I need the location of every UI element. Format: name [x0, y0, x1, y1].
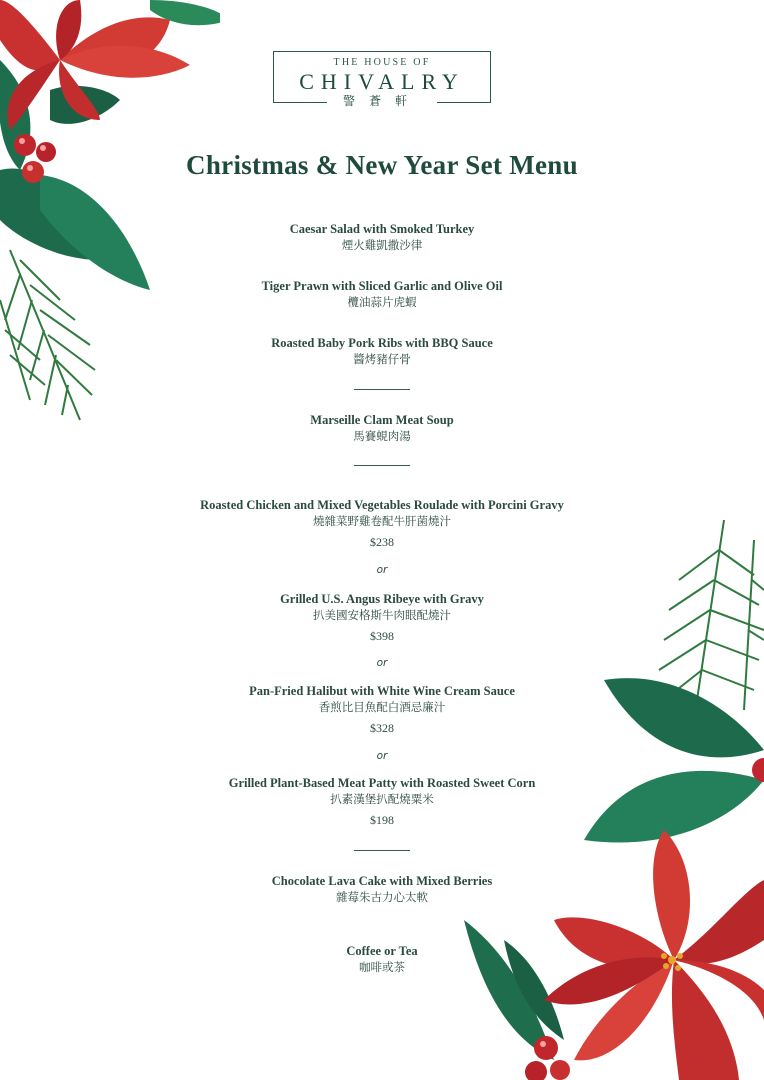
- dish-name-en: Roasted Chicken and Mixed Vegetables Roulade with Porcini Gravy: [200, 498, 564, 512]
- menu-item-soup: [0, 412, 764, 444]
- menu-item-main-2: [0, 591, 764, 644]
- dish-name-en: Grilled U.S. Angus Ribeye with Gravy: [280, 592, 484, 606]
- menu-item-drink: [0, 943, 764, 975]
- section-divider: [354, 465, 410, 466]
- dish-price: $198: [370, 813, 394, 827]
- section-divider: [354, 389, 410, 390]
- dish-name-en: Tiger Prawn with Sliced Garlic and Olive Oil: [261, 279, 503, 293]
- dish-name-en: Coffee or Tea: [346, 944, 418, 958]
- menu-item-starter-2: [0, 278, 764, 310]
- dish-name-en: Pan-Fried Halibut with White Wine Cream Sauce: [249, 684, 515, 698]
- dish-name-en: Grilled Plant-Based Meat Patty with Roasted Sweet Corn: [228, 776, 536, 790]
- dish-name-zh: 雜莓朱古力心太軟: [336, 890, 428, 904]
- dish-name-zh: 燒雜菜野雞卷配牛肝菌燒汁: [313, 514, 451, 528]
- dish-price: $328: [370, 721, 394, 735]
- dish-name-en: Caesar Salad with Smoked Turkey: [289, 222, 475, 236]
- menu-item-main-4: [0, 775, 764, 828]
- menu-title: Christmas & New Year Set Menu: [186, 150, 578, 180]
- menu-item-main-3: [0, 683, 764, 736]
- logo-chinese-name: 警蒼軒: [327, 94, 437, 108]
- dish-name-zh: 香煎比目魚配白酒忌廉汁: [318, 700, 446, 714]
- section-divider: [354, 850, 410, 851]
- dish-name-zh: 欖油蒜片虎蝦: [347, 295, 417, 309]
- or-separator: or: [376, 657, 388, 669]
- dish-name-zh: 醬烤豬仔骨: [353, 352, 411, 366]
- menu-item-starter-1: [0, 221, 764, 253]
- logo-tagline: THE HOUSE OF: [333, 57, 431, 68]
- dish-name-zh: 煙火雞凱撒沙律: [341, 238, 423, 252]
- restaurant-logo: [273, 51, 491, 108]
- dish-name-zh: 扒素漢堡扒配燒粟米: [330, 792, 434, 806]
- dish-name-zh: 扒美國安格斯牛肉眼配燒汁: [313, 608, 451, 622]
- or-separator: or: [376, 564, 388, 576]
- or-separator: or: [376, 750, 388, 762]
- dish-name-en: Roasted Baby Pork Ribs with BBQ Sauce: [271, 336, 493, 350]
- menu-item-dessert: [0, 873, 764, 905]
- dish-name-en: Marseille Clam Meat Soup: [310, 413, 454, 427]
- logo-wordmark: CHIVALRY: [299, 69, 465, 94]
- dish-name-en: Chocolate Lava Cake with Mixed Berries: [271, 874, 493, 888]
- dish-price: $238: [370, 535, 394, 549]
- menu-item-main-1: [0, 497, 764, 550]
- dish-name-zh: 馬賽蜆肉湯: [353, 429, 411, 443]
- dish-name-zh: 咖啡或茶: [359, 960, 405, 974]
- dish-price: $398: [370, 629, 394, 643]
- menu-item-starter-3: [0, 335, 764, 367]
